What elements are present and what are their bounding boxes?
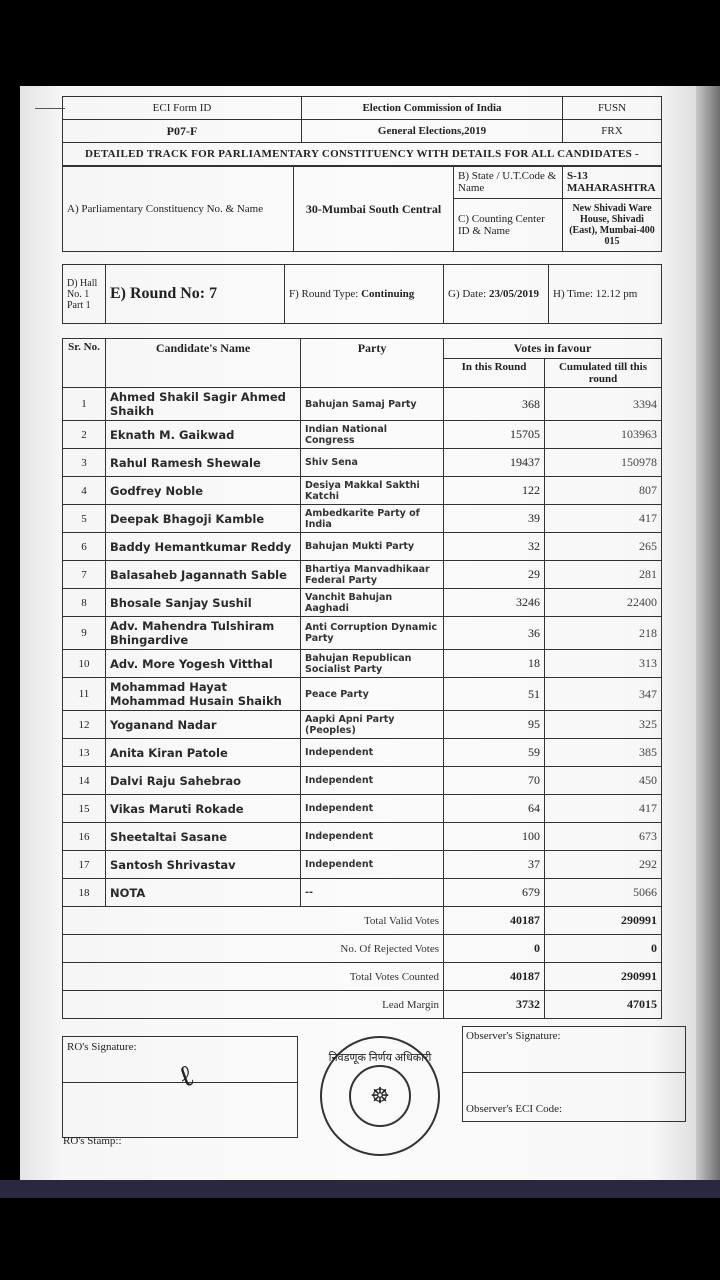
summary-label: Total Valid Votes xyxy=(63,907,444,935)
table-row xyxy=(63,823,662,851)
round-votes: 51 xyxy=(444,678,545,711)
round-votes: 64 xyxy=(444,795,545,823)
sr-no: 11 xyxy=(63,678,106,711)
constituency-label: A) Parliamentary Constituency No. & Name xyxy=(63,167,294,252)
center-label: C) Counting Center ID & Name xyxy=(454,198,563,251)
candidate-name: Yoganand Nadar xyxy=(106,711,301,739)
col-name: Candidate's Name xyxy=(106,339,301,388)
summary-label: Total Votes Counted xyxy=(63,963,444,991)
party-name: Vanchit Bahujan Aaghadi xyxy=(301,589,444,617)
candidate-name: Vikas Maruti Rokade xyxy=(106,795,301,823)
form-id-label: ECI Form ID xyxy=(63,97,302,120)
candidate-name: Deepak Bhagoji Kamble xyxy=(106,505,301,533)
summary-row xyxy=(63,991,662,1019)
cumulated-votes: 673 xyxy=(545,823,662,851)
round-votes: 32 xyxy=(444,533,545,561)
party-name: Indian National Congress xyxy=(301,421,444,449)
round-votes: 3246 xyxy=(444,589,545,617)
hall-info: D) Hall No. 1 Part 1 xyxy=(63,265,106,324)
col-votes: Votes in favour xyxy=(444,339,662,359)
summary-row xyxy=(63,907,662,935)
constituency-name: 30-Mumbai South Central xyxy=(294,167,454,252)
candidate-name: Rahul Ramesh Shewale xyxy=(106,449,301,477)
center-name: New Shivadi Ware House, Shivadi (East), Mumbai-400 015 xyxy=(563,198,662,251)
candidate-name: Ahmed Shakil Sagir Ahmed Shaikh xyxy=(106,388,301,421)
summary-row xyxy=(63,963,662,991)
state-name: MAHARASHTRA xyxy=(567,182,656,195)
summary-round: 40187 xyxy=(444,907,545,935)
sr-no: 9 xyxy=(63,617,106,650)
sr-no: 3 xyxy=(63,449,106,477)
sr-no: 6 xyxy=(63,533,106,561)
candidate-name: Adv. Mahendra Tulshiram Bhingardive xyxy=(106,617,301,650)
round-time: H) Time: 12.12 pm xyxy=(549,265,662,324)
cumulated-votes: 281 xyxy=(545,561,662,589)
cumulated-votes: 5066 xyxy=(545,879,662,907)
table-row xyxy=(63,851,662,879)
cumulated-votes: 807 xyxy=(545,477,662,505)
state-value xyxy=(563,167,662,199)
sr-no: 12 xyxy=(63,711,106,739)
table-row xyxy=(63,589,662,617)
party-name: Aapki Apni Party (Peoples) xyxy=(301,711,444,739)
sr-no: 18 xyxy=(63,879,106,907)
party-name: -- xyxy=(301,879,444,907)
sr-no: 10 xyxy=(63,650,106,678)
candidate-name: Anita Kiran Patole xyxy=(106,739,301,767)
table-row xyxy=(63,678,662,711)
table-row xyxy=(63,739,662,767)
cumulated-votes: 417 xyxy=(545,505,662,533)
cumulated-votes: 292 xyxy=(545,851,662,879)
table-row xyxy=(63,767,662,795)
summary-cumulated: 47015 xyxy=(545,991,662,1019)
observer-signature: Observer's Signature: xyxy=(463,1027,685,1073)
sr-no: 1 xyxy=(63,388,106,421)
round-votes: 122 xyxy=(444,477,545,505)
cumulated-votes: 450 xyxy=(545,767,662,795)
constituency-info xyxy=(62,166,662,252)
signature-mark: ℓ xyxy=(173,1057,199,1096)
party-name: Bahujan Samaj Party xyxy=(301,388,444,421)
cumulated-votes: 218 xyxy=(545,617,662,650)
round-date: G) Date: 23/05/2019 xyxy=(444,265,549,324)
candidate-name: Godfrey Noble xyxy=(106,477,301,505)
party-name: Shiv Sena xyxy=(301,449,444,477)
table-row xyxy=(63,711,662,739)
table-row xyxy=(63,533,662,561)
party-name: Independent xyxy=(301,739,444,767)
candidate-name: Santosh Shrivastav xyxy=(106,851,301,879)
table-row xyxy=(63,561,662,589)
party-name: Independent xyxy=(301,767,444,795)
state-label: B) State / U.T.Code & Name xyxy=(454,167,563,199)
cumulated-votes: 325 xyxy=(545,711,662,739)
sr-no: 15 xyxy=(63,795,106,823)
candidate-name: Sheetaltai Sasane xyxy=(106,823,301,851)
sr-no: 7 xyxy=(63,561,106,589)
table-row xyxy=(63,795,662,823)
round-votes: 100 xyxy=(444,823,545,851)
summary-cumulated: 290991 xyxy=(545,907,662,935)
ro-box xyxy=(62,1036,298,1147)
cumulated-votes: 265 xyxy=(545,533,662,561)
observer-code: Observer's ECI Code: xyxy=(466,1103,563,1115)
candidate-name: Eknath M. Gaikwad xyxy=(106,421,301,449)
round-votes: 37 xyxy=(444,851,545,879)
results-table xyxy=(62,338,662,1019)
frx-label: FRX xyxy=(563,120,662,143)
signature-section xyxy=(62,1026,686,1156)
party-name: Bhartiya Manvadhikaar Federal Party xyxy=(301,561,444,589)
party-name: Ambedkarite Party of India xyxy=(301,505,444,533)
round-votes: 70 xyxy=(444,767,545,795)
seal-text: निवडणूक निर्णय अधिकारी xyxy=(328,1052,432,1064)
candidate-name: Baddy Hemantkumar Reddy xyxy=(106,533,301,561)
party-name: Independent xyxy=(301,851,444,879)
page-shadow xyxy=(696,86,720,1186)
party-name: Bahujan Republican Socialist Party xyxy=(301,650,444,678)
round-votes: 18 xyxy=(444,650,545,678)
round-votes: 29 xyxy=(444,561,545,589)
sr-no: 13 xyxy=(63,739,106,767)
summary-row xyxy=(63,935,662,963)
round-votes: 39 xyxy=(444,505,545,533)
table-row xyxy=(63,617,662,650)
table-row xyxy=(63,388,662,421)
round-votes: 95 xyxy=(444,711,545,739)
party-name: Independent xyxy=(301,823,444,851)
round-votes: 679 xyxy=(444,879,545,907)
summary-label: No. Of Rejected Votes xyxy=(63,935,444,963)
cumulated-votes: 385 xyxy=(545,739,662,767)
cumulated-votes: 103963 xyxy=(545,421,662,449)
round-votes: 368 xyxy=(444,388,545,421)
summary-round: 3732 xyxy=(444,991,545,1019)
fusn-label: FUSN xyxy=(563,97,662,120)
emblem-icon: ☸ xyxy=(349,1065,411,1127)
round-votes: 15705 xyxy=(444,421,545,449)
table-row xyxy=(63,650,662,678)
round-votes: 36 xyxy=(444,617,545,650)
observer-box xyxy=(462,1026,686,1122)
state-code: S-13 xyxy=(567,170,588,183)
party-name: Desiya Makkal Sakthi Katchi xyxy=(301,477,444,505)
round-votes: 59 xyxy=(444,739,545,767)
summary-label: Lead Margin xyxy=(63,991,444,1019)
candidate-name: Adv. More Yogesh Vitthal xyxy=(106,650,301,678)
col-party: Party xyxy=(301,339,444,388)
form-header xyxy=(62,96,662,166)
party-name: Anti Corruption Dynamic Party xyxy=(301,617,444,650)
candidate-name: Dalvi Raju Sahebrao xyxy=(106,767,301,795)
sr-no: 2 xyxy=(63,421,106,449)
pen-mark xyxy=(35,108,65,109)
round-info xyxy=(62,264,662,324)
round-votes: 19437 xyxy=(444,449,545,477)
cumulated-votes: 3394 xyxy=(545,388,662,421)
sr-no: 16 xyxy=(63,823,106,851)
form-id: P07-F xyxy=(63,120,302,143)
ro-signature: RO's Signature: xyxy=(63,1037,297,1083)
summary-round: 0 xyxy=(444,935,545,963)
cumulated-votes: 150978 xyxy=(545,449,662,477)
col-round: In this Round xyxy=(444,359,545,388)
table-row xyxy=(63,505,662,533)
table-row xyxy=(63,449,662,477)
sr-no: 17 xyxy=(63,851,106,879)
election-title: General Elections,2019 xyxy=(302,120,563,143)
summary-cumulated: 0 xyxy=(545,935,662,963)
candidate-name: Mohammad Hayat Mohammad Husain Shaikh xyxy=(106,678,301,711)
round-number: E) Round No: 7 xyxy=(106,265,285,324)
cumulated-votes: 313 xyxy=(545,650,662,678)
summary-cumulated: 290991 xyxy=(545,963,662,991)
candidate-name: NOTA xyxy=(106,879,301,907)
party-name: Independent xyxy=(301,795,444,823)
round-type: F) Round Type: Continuing xyxy=(285,265,444,324)
table-row xyxy=(63,477,662,505)
background-cloth xyxy=(0,1180,720,1198)
table-row xyxy=(63,421,662,449)
sr-no: 4 xyxy=(63,477,106,505)
col-cumulated: Cumulated till this round xyxy=(545,359,662,388)
org-title: Election Commission of India xyxy=(302,97,563,120)
summary-round: 40187 xyxy=(444,963,545,991)
official-seal xyxy=(320,1036,440,1156)
cumulated-votes: 22400 xyxy=(545,589,662,617)
party-name: Peace Party xyxy=(301,678,444,711)
table-row xyxy=(63,879,662,907)
candidate-name: Balasaheb Jagannath Sable xyxy=(106,561,301,589)
party-name: Bahujan Mukti Party xyxy=(301,533,444,561)
cumulated-votes: 347 xyxy=(545,678,662,711)
candidate-name: Bhosale Sanjay Sushil xyxy=(106,589,301,617)
col-sr: Sr. No. xyxy=(63,339,106,388)
track-title: DETAILED TRACK FOR PARLIAMENTARY CONSTITUENCY WITH DETAILS FOR ALL CANDIDATES - xyxy=(63,143,662,166)
election-form xyxy=(62,96,662,1147)
ro-stamp: RO's Stamp:: xyxy=(63,1135,122,1147)
sr-no: 5 xyxy=(63,505,106,533)
sr-no: 8 xyxy=(63,589,106,617)
cumulated-votes: 417 xyxy=(545,795,662,823)
sr-no: 14 xyxy=(63,767,106,795)
